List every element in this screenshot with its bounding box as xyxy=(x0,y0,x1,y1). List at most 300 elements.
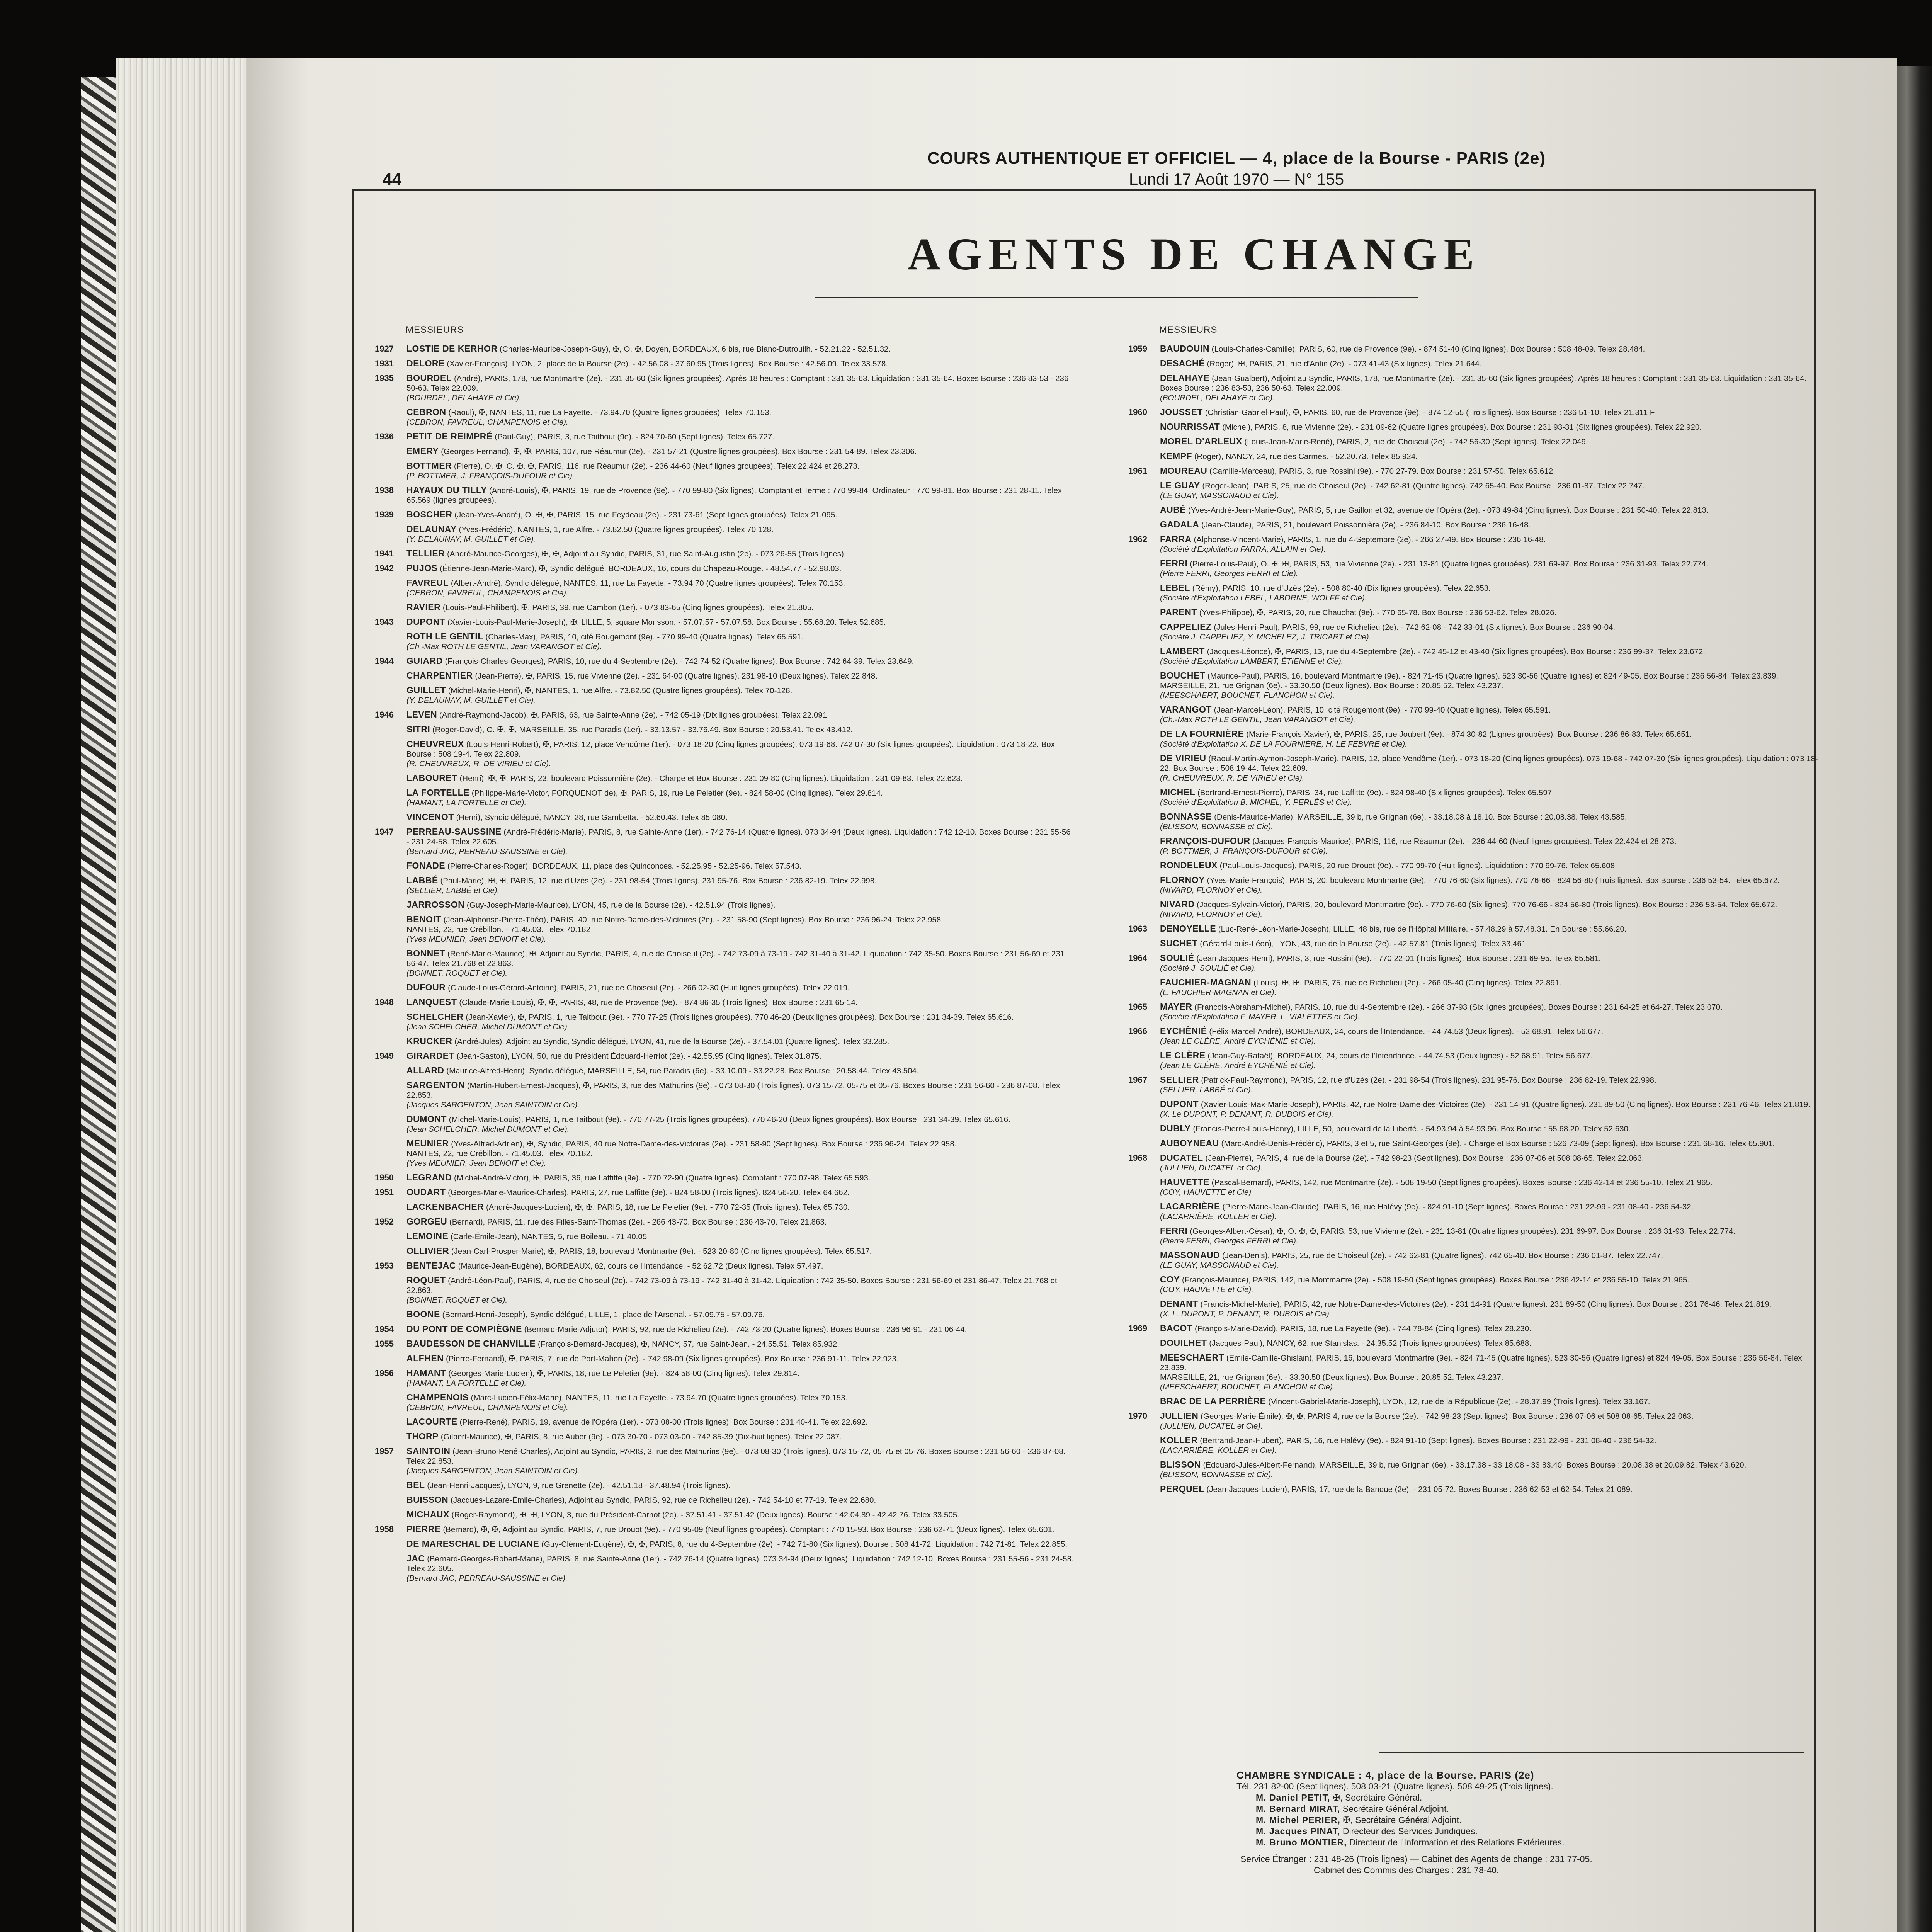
agent-firm: (NIVARD, FLORNOY et Cie). xyxy=(1160,886,1263,895)
agent-details: (Bernard-Henri-Joseph), Syndic délégué, LILLE, 1, place de l'Arsenal. - 57.09.75 - 57.09.76. xyxy=(442,1310,765,1319)
agent-entry xyxy=(375,1480,1074,1490)
agent-entry xyxy=(1128,939,1820,949)
agent-name: KRUCKER xyxy=(406,1036,452,1046)
agent-name: FLORNOY xyxy=(1160,875,1205,885)
agent-name: DELAUNAY xyxy=(406,524,457,534)
agent-name: DUMONT xyxy=(406,1114,447,1124)
agent-firm: (BOURDEL, DELAHAYE et Cie). xyxy=(406,393,521,402)
entry-year: 1960 xyxy=(1128,407,1147,417)
entry-year: 1967 xyxy=(1128,1075,1147,1085)
agent-firm: (R. CHEUVREUX, R. DE VIRIEU et Cie). xyxy=(406,759,551,768)
agent-entry xyxy=(375,1246,1074,1256)
agent-entry xyxy=(1128,1026,1820,1046)
agent-details: (Bernard-Marie-Adjutor), PARIS, 92, rue de Richelieu (2e). - 742 73-20 (Quatre lignes). Boxes Bourse : 236 96-91 - 231 06-44. xyxy=(524,1325,967,1334)
agent-entry xyxy=(375,1495,1074,1505)
agent-firm: (Bernard JAC, PERREAU-SAUSSINE et Cie). xyxy=(406,847,568,856)
agent-entry xyxy=(1128,1353,1820,1392)
agent-details: (François-Marie-David), PARIS, 18, rue La Fayette (9e). - 744 78-84 (Cinq lignes). Telex 28.230. xyxy=(1194,1324,1531,1333)
agent-details: (Bernard-Georges-Robert-Marie), PARIS, 8, rue Sainte-Anne (1er). - 742 76-14 (Quatre lignes). 073 34-94 (Deux lignes). Liquidation : 742 12-10. Boxes Bourse : 231 55-56 - 231 24-58. Telex 22.605. xyxy=(406,1554,1074,1573)
agent-details: (Albert-André), Syndic délégué, NANTES, 11, rue La Fayette. - 73.94.70 (Quatre lignes groupées). Telex 70.153. xyxy=(451,579,845,588)
page-number: 44 xyxy=(383,170,401,189)
agent-firm: (Société d'Exploitation LAMBERT, ÉTIENNE et Cie). xyxy=(1160,657,1344,666)
entry-year: 1941 xyxy=(375,549,394,558)
agent-details: (André-Maurice-Georges), ✠, ✠, Adjoint au Syndic, PARIS, 31, rue Saint-Augustin (2e). - 073 26-55 (Trois lignes). xyxy=(447,549,846,558)
entry-year: 1956 xyxy=(375,1368,394,1378)
agent-name: SOULIÉ xyxy=(1160,953,1194,963)
agent-firm: (Bernard JAC, PERREAU-SAUSSINE et Cie). xyxy=(406,1574,568,1583)
agent-name: KOLLER xyxy=(1160,1435,1198,1445)
agent-name: JOUSSET xyxy=(1160,407,1203,417)
agent-entry xyxy=(1128,622,1820,642)
agent-name: MICHAUX xyxy=(406,1509,449,1519)
agent-name: LEGRAND xyxy=(406,1172,452,1182)
agent-entry xyxy=(375,1368,1074,1388)
chambre-staff-list xyxy=(1236,1792,1808,1848)
agent-name: FERRI xyxy=(1160,558,1188,568)
agent-name: BUISSON xyxy=(406,1495,449,1505)
staff-name: M. Bernard MIRAT, xyxy=(1256,1804,1340,1814)
agent-firm: (CEBRON, FAVREUL, CHAMPENOIS et Cie). xyxy=(406,418,568,427)
agent-name: BLISSON xyxy=(1160,1459,1201,1469)
agent-firm: (BOURDEL, DELAHAYE et Cie). xyxy=(1160,393,1275,402)
agent-entry xyxy=(1128,583,1820,603)
agent-details: (Maurice-Paul), PARIS, 16, boulevard Montmartre (9e). - 824 71-45 (Quatre lignes). 523 30-56 (Quatre lignes) et 824 49-05. Box Bourse : 236 56-84. Telex 23.839. xyxy=(1207,672,1779,680)
agent-name: MICHEL xyxy=(1160,787,1196,797)
agent-firm: (Ch.-Max ROTH LE GENTIL, Jean VARANGOT et Cie). xyxy=(406,642,602,651)
agent-entry xyxy=(375,1080,1074,1110)
agent-details: (Louis-Charles-Camille), PARIS, 60, rue de Provence (9e). - 874 51-40 (Cinq lignes). Box Bourse : 508 48-09. Telex 28.484. xyxy=(1211,345,1645,354)
agent-entry xyxy=(1128,359,1820,369)
agent-entry xyxy=(375,1231,1074,1242)
agent-details: (Maurice-Alfred-Henri), Syndic délégué, MARSEILLE, 54, rue Paradis (6e). - 33.10.09 - 33.22.28. Box Bourse : 20.58.44. Telex 43.504. xyxy=(446,1066,919,1075)
agent-entry xyxy=(375,510,1074,520)
entry-year: 1957 xyxy=(375,1446,394,1456)
agent-entry xyxy=(1128,978,1820,997)
agent-entry xyxy=(375,1217,1074,1227)
agent-entry xyxy=(375,1354,1074,1364)
agent-name: PUJOS xyxy=(406,563,438,573)
agent-name: NOURRISSAT xyxy=(1160,422,1220,432)
agent-entry xyxy=(1128,1411,1820,1431)
agent-details: (Charles-Max), PARIS, 10, cité Rougemont (9e). - 770 99-40 (Quatre lignes). Telex 65.591. xyxy=(485,633,804,641)
agent-firm: (Y. DELAUNAY, M. GUILLET et Cie). xyxy=(406,535,536,544)
agent-name: MASSONAUD xyxy=(1160,1250,1220,1260)
entry-year: 1944 xyxy=(375,656,394,666)
masthead-date: Lundi 17 Août 1970 — N° 155 xyxy=(1129,170,1344,188)
agent-entry xyxy=(375,1051,1074,1061)
title-rule xyxy=(815,297,1418,298)
agent-firm: (Yves MEUNIER, Jean BENOIT et Cie). xyxy=(406,935,546,944)
agent-entry xyxy=(1128,900,1820,919)
agent-entry xyxy=(375,446,1074,456)
agent-entry xyxy=(1128,753,1820,783)
agent-name: GORGEU xyxy=(406,1216,447,1226)
agent-entry xyxy=(1128,953,1820,973)
agent-name: LEMOINE xyxy=(406,1231,449,1241)
agent-details: (François-Charles-Georges), PARIS, 10, rue du 4-Septembre (2e). - 742 74-52 (Quatre lignes). Box Bourse : 742 64-39. Telex 23.649. xyxy=(445,657,914,666)
agent-firm: (LE GUAY, MASSONAUD et Cie). xyxy=(1160,1261,1279,1270)
agent-name: OLLIVIER xyxy=(406,1246,449,1256)
agent-name: AUBOYNEAU xyxy=(1160,1138,1219,1148)
agent-name: FRANÇOIS-DUFOUR xyxy=(1160,836,1250,846)
agent-name: BOUCHET xyxy=(1160,670,1206,680)
agent-details: (Emile-Camille-Ghislain), PARIS, 16, boulevard Montmartre (9e). - 824 71-45 (Quatre lignes). 523 30-56 (Quatre lignes) et 824 49-05. Box Bourse : 236 56-84. Telex 23.839. xyxy=(1160,1354,1802,1372)
agent-details: (Louis-Jean-Marie-René), PARIS, 2, rue de Choiseul (2e). - 742 56-30 (Sept lignes). Telex 22.049. xyxy=(1244,437,1588,446)
staff-role: ✠, Secrétaire Général Adjoint. xyxy=(1340,1815,1462,1825)
agent-details: (Michel), PARIS, 8, rue Vivienne (2e). - 231 09-62 (Quatre lignes groupées). Box Bourse : 231 93-31 (Six lignes groupées). Telex 22.920. xyxy=(1222,423,1702,432)
agent-details: (Guy-Clément-Eugène), ✠, ✠, PARIS, 8, rue du 4-Septembre (2e). - 742 71-80 (Six lignes). Bourse : 508 41-72. Liquidation : 742 71-81. Telex 22.855. xyxy=(541,1540,1068,1549)
agent-entry xyxy=(375,578,1074,598)
agent-entry xyxy=(1128,875,1820,895)
agent-entry xyxy=(1128,1250,1820,1270)
agent-details: (Louis-Paul-Philibert), ✠, PARIS, 39, rue Cambon (1er). - 073 83-65 (Cinq lignes groupées). Telex 21.805. xyxy=(442,603,814,612)
agent-details: (René-Marie-Maurice), ✠, Adjoint au Syndic, PARIS, 4, rue de Choiseul (2e). - 742 73-09 à 73-19 - 742 31-40 à 31-42. Liquidation : 742 35-50. Boxes Bourse : 231 56-69 et 231 86-47. Telex 21.768 et 22.863. xyxy=(406,949,1065,968)
agent-entry xyxy=(375,1187,1074,1197)
agent-entry xyxy=(375,1539,1074,1549)
agent-entry xyxy=(1128,422,1820,432)
agent-entry xyxy=(1128,646,1820,666)
agent-entry xyxy=(375,359,1074,369)
agent-details: (Paul-Marie), ✠, ✠, PARIS, 12, rue d'Uzès (2e). - 231 98-54 (Trois lignes). 231 95-76. Box Bourse : 236 82-19. Telex 22.998. xyxy=(440,876,877,885)
agent-details: (Francis-Michel-Marie), PARIS, 42, rue Notre-Dame-des-Victoires (2e). - 231 14-91 (Quatre lignes). 231 89-50 (Cinq lignes). Box Bourse : 231 76-46. Telex 21.819. xyxy=(1200,1300,1772,1309)
agent-details: (Louis), ✠, ✠, PARIS, 75, rue de Richelieu (2e). - 266 05-40 (Cinq lignes). Telex 22.891. xyxy=(1253,978,1561,987)
agent-details: (François-Abraham-Michel), PARIS, 10, rue du 4-Septembre (2e). - 266 37-93 (Six lignes groupées). Boxes Bourse : 231 64-25 et 64-27. Telex 23.070. xyxy=(1194,1003,1723,1012)
staff-name: M. Daniel PETIT, xyxy=(1256,1793,1330,1803)
agent-details: (Yves-Frédéric), NANTES, 1, rue Alfre. - 73.82.50 (Quatre lignes groupées). Telex 70.128. xyxy=(459,525,774,534)
agent-entry xyxy=(1128,481,1820,500)
agent-details: (François-Bernard-Jacques), ✠, NANCY, 57, rue Saint-Jean. - 24.55.51. Telex 85.932. xyxy=(538,1340,839,1349)
agent-firm: (Jean LE CLÈRE, André EYCHÈNIÉ et Cie). xyxy=(1160,1037,1316,1046)
agent-entry xyxy=(1128,1299,1820,1319)
agent-details: (Paul-Louis-Jacques), PARIS, 20 rue Drouot (9e). - 770 99-70 (Huit lignes). Liquidation : 770 99-76. Telex 65.608. xyxy=(1219,861,1617,870)
agent-entry xyxy=(1128,1138,1820,1148)
agent-entry xyxy=(375,1446,1074,1476)
agent-details: (Xavier-Louis-Max-Marie-Joseph), PARIS, 42, rue Notre-Dame-des-Victoires (2e). - 231 14-91 (Quatre lignes). 231 89-50 (Cinq lignes). Box Bourse : 231 76-46. Telex 21.819. xyxy=(1201,1100,1810,1109)
agent-entry xyxy=(375,432,1074,442)
agent-entry xyxy=(375,949,1074,978)
agent-name: MEESCHAERT xyxy=(1160,1352,1225,1362)
agent-name: KEMPF xyxy=(1160,451,1192,461)
staff-role: Directeur de l'Information et des Relations Extérieures. xyxy=(1347,1837,1565,1847)
staff-name: M. Jacques PINAT, xyxy=(1256,1826,1340,1836)
agent-entry xyxy=(375,812,1074,822)
agent-entry xyxy=(1128,1275,1820,1294)
chambre-syndicale-block xyxy=(1236,1770,1808,1876)
agent-name: HAMANT xyxy=(406,1368,446,1378)
agent-entry xyxy=(1128,559,1820,578)
right-column-label: MESSIEURS xyxy=(1159,325,1218,335)
agent-name: PARENT xyxy=(1160,607,1197,617)
agent-details: (Jean-Denis), PARIS, 25, rue de Choiseul (2e). - 742 62-81 (Quatre lignes). 742 65-40. Box Bourse : 236 01-87. Telex 22.747. xyxy=(1222,1251,1663,1260)
agent-name: JULLIEN xyxy=(1160,1411,1199,1421)
agent-name: BENTEJAC xyxy=(406,1260,456,1270)
entry-year: 1951 xyxy=(375,1187,394,1197)
agent-details: (Alphonse-Vincent-Marie), PARIS, 1, rue du 4-Septembre (2e). - 266 27-49. Box Bourse : 236 16-48. xyxy=(1194,535,1546,544)
agent-name: ALFHEN xyxy=(406,1353,444,1363)
agent-details: (Claude-Louis-Gérard-Antoine), PARIS, 21, rue de Choiseul (2e). - 266 02-30 (Huit lignes groupées). Telex 22.019. xyxy=(448,983,850,992)
agent-details: (François-Maurice), PARIS, 142, rue Montmartre (2e). - 508 19-50 (Sept lignes groupées). Boxes Bourse : 236 42-14 et 236 55-10. Telex 21.965. xyxy=(1182,1276,1690,1284)
agent-entry xyxy=(1128,1323,1820,1333)
agent-name: DOUILHET xyxy=(1160,1338,1207,1348)
agent-firm: (LACARRIÈRE, KOLLER et Cie). xyxy=(1160,1446,1277,1455)
agent-details: (Roger-David), O. ✠, ✠, MARSEILLE, 35, rue Paradis (1er). - 33.13.57 - 33.76.49. Box Bourse : 20.53.41. Telex 43.412. xyxy=(432,725,853,734)
agent-details: (Martin-Hubert-Ernest-Jacques), ✠, PARIS, 3, rue des Mathurins (9e). - 073 08-30 (Trois lignes). 073 15-72, 05-75 et 05-76. Boxes Bourse : 231 56-60 - 236 87-08. Telex 22.853. xyxy=(406,1081,1060,1100)
agent-details: (Jacques-Lazare-Émile-Charles), Adjoint au Syndic, PARIS, 92, rue de Richelieu (2e). - 742 54-10 et 77-19. Telex 22.680. xyxy=(451,1496,876,1505)
agent-details: (Jean-Carl-Prosper-Marie), ✠, PARIS, 18, boulevard Montmartre (9e). - 523 20-80 (Cinq lignes groupées). Telex 65.517. xyxy=(451,1247,872,1256)
agent-details: (Pascal-Bernard), PARIS, 142, rue Montmartre (2e). - 508 19-50 (Sept lignes groupées). Boxes Bourse : 236 42-14 et 236 55-10. Telex 21.965. xyxy=(1211,1178,1713,1187)
agent-name: DUPONT xyxy=(406,617,446,627)
agent-details: (Jean-Jacques-Lucien), PARIS, 17, rue de la Banque (2e). - 231 05-72. Boxes Bourse : 236 62-53 et 62-54. Telex 21.089. xyxy=(1206,1485,1633,1494)
agent-entry xyxy=(375,344,1074,354)
entry-year: 1961 xyxy=(1128,466,1147,476)
agent-entry xyxy=(375,407,1074,427)
agent-entry xyxy=(375,656,1074,666)
agent-entry xyxy=(375,861,1074,871)
entry-year: 1947 xyxy=(375,827,394,837)
agent-details: (Jean-Claude), PARIS, 21, boulevard Poissonnière (2e). - 236 84-10. Box Bourse : 236 16-48. xyxy=(1201,520,1531,529)
agent-name: DE MARESCHAL DE LUCIANE xyxy=(406,1539,539,1549)
entry-year: 1949 xyxy=(375,1051,394,1061)
agent-details: (André-Jules), Adjoint au Syndic, Syndic délégué, LYON, 41, rue de la Bourse (2e). - 37.54.01 (Quatre lignes). Telex 33.285. xyxy=(454,1037,889,1046)
entry-year: 1942 xyxy=(375,563,394,573)
agent-details: (Yves-André-Jean-Marie-Guy), PARIS, 5, rue Gaillon et 32, avenue de l'Opéra (2e). - 073 49-84 (Cinq lignes). Box Bourse : 231 50-40. Telex 22.813. xyxy=(1188,506,1709,515)
agent-name: TELLIER xyxy=(406,548,445,558)
agent-details: (Roger-Raymond), ✠, ✠, LYON, 3, rue du Président-Carnot (2e). - 37.51.41 - 37.51.42 (Deux lignes). Bourse : 42.04.89 - 42.42.76. Telex 33.505. xyxy=(451,1510,959,1519)
agent-entry xyxy=(375,827,1074,856)
agent-details: (Raoul), ✠, NANTES, 11, rue La Fayette. - 73.94.70 (Quatre lignes groupées). Telex 70.153. xyxy=(448,408,772,417)
agent-firm: (CEBRON, FAVREUL, CHAMPENOIS et Cie). xyxy=(406,1403,568,1412)
agent-entry xyxy=(375,524,1074,544)
agent-firm: (CEBRON, FAVREUL, CHAMPENOIS et Cie). xyxy=(406,588,568,597)
agent-name: LEBEL xyxy=(1160,583,1190,593)
agent-firm: (Jacques SARGENTON, Jean SAINTOIN et Cie). xyxy=(406,1466,580,1475)
newspaper-page xyxy=(247,58,1897,1932)
agent-details: (Jean-Gaston), LYON, 50, rue du Président Édouard-Herriot (2e). - 42.55.95 (Cinq lignes). Telex 31.875. xyxy=(456,1052,821,1061)
agent-name: DELAHAYE xyxy=(1160,373,1210,383)
agent-entry xyxy=(375,1276,1074,1305)
agent-firm: (Société d'Exploitation F. MAYER, L. VIALETTES et Cie). xyxy=(1160,1012,1360,1021)
entry-year: 1964 xyxy=(1128,953,1147,963)
agent-details: (Jean-Xavier), ✠, PARIS, 1, rue Taitbout (9e). - 770 77-25 (Trois lignes groupées). 770 46-20 (Deux lignes groupées). Box Bourse : 231 34-39. Telex 65.616. xyxy=(466,1013,1014,1022)
agent-name: ROQUET xyxy=(406,1275,446,1285)
entry-year: 1955 xyxy=(375,1339,394,1349)
agent-firm: (Jacques SARGENTON, Jean SAINTOIN et Cie). xyxy=(406,1100,580,1109)
agent-details: (Denis-Maurice-Marie), MARSEILLE, 39 b, rue Grignan (6e). - 33.18.08 à 18.10. Box Bourse : 20.08.38. Telex 43.585. xyxy=(1214,813,1627,821)
agent-name: BONNASSE xyxy=(1160,811,1212,821)
agent-entry xyxy=(1128,1338,1820,1348)
agent-entry xyxy=(1128,671,1820,700)
agent-name: VINCENOT xyxy=(406,812,454,822)
agent-details: (Jacques-Sylvain-Victor), PARIS, 20, boulevard Montmartre (9e). - 770 76-60 (Six lignes). 770 76-66 - 824 56-80 (Trois lignes). Box Bourse : 236 53-54. Telex 65.672. xyxy=(1197,900,1777,909)
agent-name: LACOURTE xyxy=(406,1417,457,1427)
entry-year: 1970 xyxy=(1128,1411,1147,1421)
agent-details: (Jean-Marcel-Léon), PARIS, 10, cité Rougemont (9e). - 770 99-40 (Quatre lignes). Telex 65.591. xyxy=(1214,706,1551,714)
agent-name: BOTTMER xyxy=(406,461,452,471)
agent-details: (Luc-René-Léon-Marie-Joseph), LILLE, 48 bis, rue de l'Hôpital Militaire. - 57.48.29 à 57.48.31. En Bourse : 55.66.20. xyxy=(1218,925,1627,934)
agent-name: LABBÉ xyxy=(406,875,438,885)
agent-entry xyxy=(1128,1124,1820,1134)
agent-firm: (HAMANT, LA FORTELLE et Cie). xyxy=(406,1379,527,1388)
agent-name: VARANGOT xyxy=(1160,704,1212,714)
agent-name: SITRI xyxy=(406,724,430,734)
agent-name: HAYAUX DU TILLY xyxy=(406,485,487,495)
agent-name: JARROSSON xyxy=(406,900,465,910)
agent-details: (Jean-Pierre), ✠, PARIS, 15, rue Vivienne (2e). - 231 64-00 (Quatre lignes). 231 98-10 (Deux lignes). Telex 22.848. xyxy=(475,672,878,680)
agent-firm: (X. L. DUPONT, P. DENANT, R. DUBOIS et Cie). xyxy=(1160,1310,1332,1318)
agent-name: LABOURET xyxy=(406,773,457,783)
agent-entry xyxy=(1128,1177,1820,1197)
agent-entry xyxy=(1128,1202,1820,1221)
agent-firm: (BLISSON, BONNASSE et Cie). xyxy=(1160,1470,1273,1479)
agent-name: BOURDEL xyxy=(406,373,452,383)
entry-year: 1963 xyxy=(1128,924,1147,934)
agent-firm: (Société d'Exploitation X. DE LA FOURNIÈRE, H. LE FEBVRE et Cie). xyxy=(1160,740,1408,748)
entry-year: 1936 xyxy=(375,432,394,441)
agent-details: (Maurice-Jean-Eugène), BORDEAUX, 62, cours de l'Intendance. - 52.62.72 (Deux lignes). Telex 57.497. xyxy=(458,1262,823,1270)
entry-year: 1935 xyxy=(375,373,394,383)
agent-entry xyxy=(375,461,1074,481)
agent-firm: MARSEILLE, 21, rue Grignan (6e). - 33.30.50 (Deux lignes). Box Bourse : 20.85.52. Telex 43.237. xyxy=(1160,681,1503,690)
agent-details: (Bernard), PARIS, 11, rue des Filles-Saint-Thomas (2e). - 266 43-70. Box Bourse : 236 43-70. Telex 21.863. xyxy=(449,1218,827,1226)
agent-details: (Roger), ✠, PARIS, 21, rue d'Antin (2e). - 073 41-43 (Six lignes). Telex 21.644. xyxy=(1207,359,1482,368)
agent-name: LE CLÈRE xyxy=(1160,1050,1206,1060)
agent-details: (Francis-Pierre-Louis-Henry), LILLE, 50, boulevard de la Liberté. - 54.93.94 à 54.93.96. Box Bourse : 55.68.20. Telex 52.630. xyxy=(1193,1124,1631,1133)
agent-details: (Jules-Henri-Paul), PARIS, 99, rue de Richelieu (2e). - 742 62-08 - 742 33-01 (Six lignes). Box Bourse : 236 90-04. xyxy=(1214,623,1616,632)
agent-name: MOUREAU xyxy=(1160,466,1208,476)
agent-firm: (LE GUAY, MASSONAUD et Cie). xyxy=(1160,491,1279,500)
agent-entry xyxy=(1128,1484,1820,1494)
agent-name: SCHELCHER xyxy=(406,1012,464,1022)
agent-entry xyxy=(375,1324,1074,1334)
agent-name: BAUDOUIN xyxy=(1160,344,1209,354)
agent-firm: (Ch.-Max ROTH LE GENTIL, Jean VARANGOT et Cie). xyxy=(1160,715,1355,724)
right-column xyxy=(1128,344,1820,1719)
agent-entry xyxy=(1128,505,1820,515)
agent-firm: (Jean SCHELCHER, Michel DUMONT et Cie). xyxy=(406,1022,570,1031)
entry-year: 1939 xyxy=(375,510,394,519)
agent-firm: (Y. DELAUNAY, M. GUILLET et Cie). xyxy=(406,696,536,705)
agent-details: (Édouard-Jules-Albert-Fernand), MARSEILLE, 39 b, rue Grignan (6e). - 33.17.38 - 33.18.08 - 33.83.40. Boxes Bourse : 20.08.38 et 20.09.82. Telex 43.620. xyxy=(1203,1461,1747,1469)
agent-entry xyxy=(1128,1460,1820,1480)
agent-name: MOREL D'ARLEUX xyxy=(1160,436,1242,446)
agent-name: GUIARD xyxy=(406,656,443,666)
agent-name: PERQUEL xyxy=(1160,1484,1204,1494)
agent-details: (Marie-François-Xavier), ✠, PARIS, 25, rue Joubert (9e). - 874 30-82 (Lignes groupées). Box Bourse : 236 86-83. Telex 65.651. xyxy=(1246,730,1692,739)
agent-entry xyxy=(1128,1075,1820,1095)
agent-name: EMERY xyxy=(406,446,439,456)
agent-details: (Jean-Alphonse-Pierre-Théo), PARIS, 40, rue Notre-Dame-des-Victoires (2e). - 231 58-90 (Sept lignes). Box Bourse : 236 96-24. Telex 22.958. xyxy=(443,915,943,924)
agent-entry xyxy=(1128,373,1820,403)
agent-name: DENOYELLE xyxy=(1160,923,1216,934)
agent-entry xyxy=(375,773,1074,783)
agent-firm: (P. BOTTMER, J. FRANÇOIS-DUFOUR et Cie). xyxy=(406,471,575,480)
agent-name: BACOT xyxy=(1160,1323,1193,1333)
agent-name: DENANT xyxy=(1160,1299,1198,1309)
agent-entry xyxy=(1128,836,1820,856)
agent-name: OUDART xyxy=(406,1187,446,1197)
agent-name: FARRA xyxy=(1160,534,1192,544)
agent-name: BEL xyxy=(406,1480,425,1490)
agent-details: (Yves-Philippe), ✠, PARIS, 20, rue Chauchat (9e). - 770 65-78. Box Bourse : 236 53-62. Telex 28.026. xyxy=(1199,608,1557,617)
agent-name: AUBÉ xyxy=(1160,505,1186,515)
chambre-heading: CHAMBRE SYNDICALE : 4, place de la Bourse, PARIS (2e) xyxy=(1236,1769,1534,1781)
agent-firm: (L. FAUCHIER-MAGNAN et Cie). xyxy=(1160,988,1277,997)
agent-entry xyxy=(1128,1435,1820,1455)
agent-firm: NANTES, 22, rue Crébillon. - 71.45.03. Telex 70.182. xyxy=(406,1149,593,1158)
agent-name: LOSTIE DE KERHOR xyxy=(406,344,498,354)
agent-entry xyxy=(375,1114,1074,1134)
agent-firm: (BONNET, ROQUET et Cie). xyxy=(406,1296,508,1304)
agent-name: RONDELEUX xyxy=(1160,860,1218,870)
agent-entry xyxy=(1128,451,1820,461)
agent-details: (Pierre), O. ✠, C. ✠, ✠, PARIS, 116, rue Réaumur (2e). - 236 44-60 (Neuf lignes groupées). Telex 22.424 et 28.273. xyxy=(454,462,860,471)
agent-entry xyxy=(1128,437,1820,447)
agent-details: (Marc-Lucien-Félix-Marie), NANTES, 11, rue La Fayette. - 73.94.70 (Quatre lignes groupées). Telex 70.153. xyxy=(471,1393,848,1402)
agent-entry xyxy=(375,710,1074,720)
agent-name: ALLARD xyxy=(406,1065,444,1075)
agent-name: ROTH LE GENTIL xyxy=(406,631,483,641)
agent-firm: (BONNET, ROQUET et Cie). xyxy=(406,969,508,978)
agent-details: (Henri), Syndic délégué, NANCY, 28, rue Gambetta. - 52.60.43. Telex 85.080. xyxy=(456,813,728,822)
agent-details: (Georges-Fernand), ✠, ✠, PARIS, 107, rue Réaumur (2e). - 231 57-21 (Quatre lignes groupées). Box Bourse : 231 54-89. Telex 23.306. xyxy=(441,447,917,456)
agent-name: DUPONT xyxy=(1160,1099,1199,1109)
agent-entry xyxy=(375,997,1074,1007)
left-column-label: MESSIEURS xyxy=(406,325,464,335)
agent-firm: MARSEILLE, 21, rue Grignan (6e). - 33.30.50 (Deux lignes). Box Bourse : 20.85.52. Telex 43.237. xyxy=(1160,1373,1503,1382)
agent-name: DUBLY xyxy=(1160,1123,1191,1133)
agent-name: FONADE xyxy=(406,861,446,871)
agent-name: FAUCHIER-MAGNAN xyxy=(1160,977,1252,987)
agent-details: (André-Léon-Paul), PARIS, 4, rue de Choiseul (2e). - 742 73-09 à 73-19 - 742 31-40 à 31-42. Liquidation : 742 35-50. Boxes Bourse : 231 56-69 et 231 86-47. Telex 21.768 et 22.863. xyxy=(406,1276,1057,1295)
agent-name: COY xyxy=(1160,1274,1180,1284)
agent-entry xyxy=(375,724,1074,735)
agent-entry xyxy=(375,671,1074,681)
agent-entry xyxy=(375,1261,1074,1271)
agent-details: (Camille-Marceau), PARIS, 3, rue Rossini (9e). - 770 27-79. Box Bourse : 231 57-50. Telex 65.612. xyxy=(1209,467,1555,476)
agent-details: (Étienne-Jean-Marie-Marc), ✠, Syndic délégué, BORDEAUX, 16, cours du Chapeau-Rouge. - 48.54.77 - 52.98.03. xyxy=(440,564,842,573)
staff-member xyxy=(1236,1792,1808,1803)
agent-name: CHARPENTIER xyxy=(406,670,473,680)
agent-name: LACKENBACHER xyxy=(406,1202,484,1212)
agent-name: THORP xyxy=(406,1431,439,1441)
agent-details: (Bernard), ✠, ✠, Adjoint au Syndic, PARIS, 7, rue Drouot (9e). - 770 95-09 (Neuf lignes groupées). Comptant : 770 15-93. Box Bourse : 236 62-71 (Deux lignes). Telex 65.601. xyxy=(443,1525,1054,1534)
agent-entry xyxy=(375,1339,1074,1349)
agent-details: (André-Jacques-Lucien), ✠, ✠, PARIS, 18, rue Le Peletier (9e). - 770 72-35 (Trois lignes). Telex 65.730. xyxy=(486,1203,850,1212)
staff-name: M. Bruno MONTIER, xyxy=(1256,1837,1347,1847)
agent-name: HAUVETTE xyxy=(1160,1177,1209,1187)
agent-entry xyxy=(375,1202,1074,1212)
agent-details: (Guy-Joseph-Marie-Maurice), LYON, 45, rue de la Bourse (2e). - 42.51.94 (Trois lignes). xyxy=(466,901,776,910)
agent-name: SELLIER xyxy=(1160,1075,1199,1085)
agent-firm: (COY, HAUVETTE et Cie). xyxy=(1160,1285,1253,1294)
agent-details: (Jean-Pierre), PARIS, 4, rue de la Bourse (2e). - 742 98-23 (Sept lignes). Box Bourse : 236 07-06 et 508 08-65. Telex 22.063. xyxy=(1205,1154,1644,1163)
agent-name: EYCHÈNIÉ xyxy=(1160,1026,1207,1036)
agent-details: (Yves-Alfred-Adrien), ✠, Syndic, PARIS, 40 rue Notre-Dame-des-Victoires (2e). - 231 58-90 (Sept lignes). Box Bourse : 236 96-24. Telex 22.958. xyxy=(451,1139,957,1148)
agent-details: (Jean-Guy-Rafaël), BORDEAUX, 24, cours de l'Intendance. - 44.74.53 (Deux lignes) - 52.68.91. Telex 56.677. xyxy=(1208,1051,1593,1060)
left-column xyxy=(375,344,1074,1932)
agent-details: (Pierre-René), PARIS, 19, avenue de l'Opéra (1er). - 073 08-00 (Trois lignes). Box Bourse : 231 40-41. Telex 22.692. xyxy=(459,1418,868,1427)
agent-entry xyxy=(375,1066,1074,1076)
agent-name: CHEUVREUX xyxy=(406,739,464,749)
agent-entry xyxy=(375,1554,1074,1583)
agent-firm: (Société d'Exploitation LEBEL, LABORNE, WOLFF et Cie). xyxy=(1160,594,1367,602)
agent-firm: (X. Le DUPONT, P. DENANT, R. DUBOIS et Cie). xyxy=(1160,1110,1334,1119)
entry-year: 1958 xyxy=(375,1524,394,1534)
agent-name: PERREAU-SAUSSINE xyxy=(406,827,502,837)
agent-details: (Claude-Marie-Louis), ✠, ✠, PARIS, 48, rue de Provence (9e). - 874 86-35 (Trois lignes). Box Bourse : 231 65-14. xyxy=(459,998,858,1007)
entry-year: 1969 xyxy=(1128,1323,1147,1333)
agent-details: (Jean-Henri-Jacques), LYON, 9, rue Grenette (2e). - 42.51.18 - 37.48.94 (Trois lignes). xyxy=(427,1481,731,1490)
